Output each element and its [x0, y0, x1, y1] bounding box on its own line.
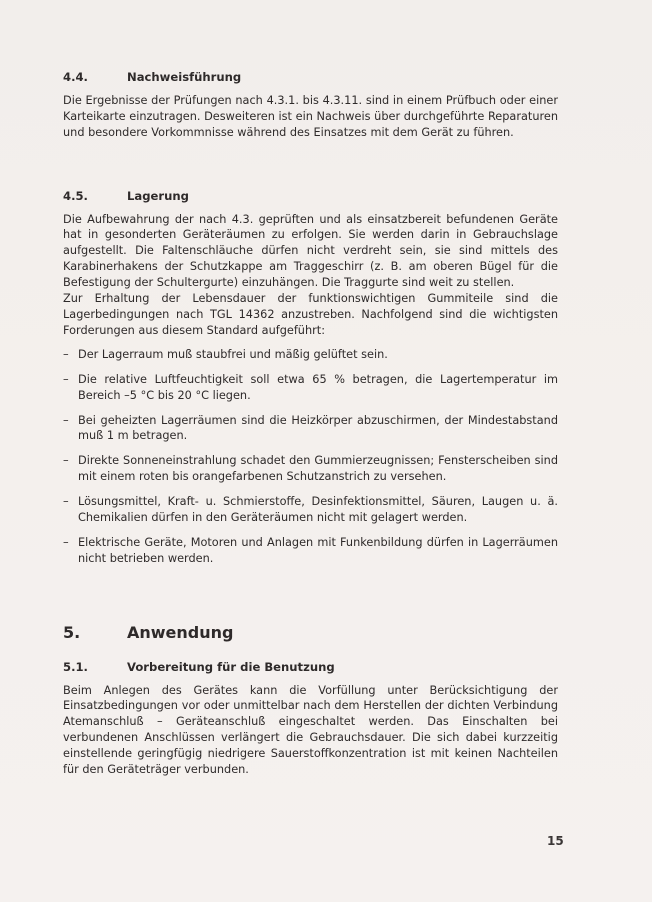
section-title: Vorbereitung für die Benutzung [127, 659, 335, 674]
page-number: 15 [547, 834, 564, 848]
list-item: – Die relative Luftfeuchtigkeit soll etwa 65 % betragen, die Lagertemperatur im Bereich –5 °C bis 20 °C liegen. [63, 372, 558, 402]
dash-bullet: – [63, 347, 69, 361]
list-item: – Direkte Sonneneinstrahlung schadet den Gummierzeugnissen; Fensterscheiben sind mit einem roten bis orangefarbenen Schutzanstrich zu versehen. [63, 454, 558, 484]
list-item: – Elektrische Geräte, Motoren und Anlagen mit Funkenbildung dürfen in Lagerräumen nicht betrieben werden. [63, 535, 558, 565]
paragraph-lagerung-2: Zur Erhaltung der Lebensdauer der funktionswichtigen Gummiteile sind die Lagerbedingungen nach TGL 14362 anzustreben. Nachfolgend sind die wichtigsten Forderungen aus diesem Standard aufgeführt: [63, 292, 558, 337]
chapter-heading-5 [63, 622, 558, 642]
section-heading-5-1 [63, 660, 558, 676]
section-heading-4-5 [63, 189, 558, 205]
section-title: Lagerung [127, 188, 189, 203]
section-heading-4-4 [63, 70, 558, 86]
dash-bullet: – [63, 454, 69, 468]
requirements-list [63, 347, 558, 567]
section-number: 4.4. [63, 70, 88, 84]
chapter-number: 5. [63, 622, 81, 642]
paragraph-nachweis: Die Ergebnisse der Prüfungen nach 4.3.1. bis 4.3.11. sind in einem Prüfbuch oder einer Karteikarte einzutragen. Desweiteren ist ein Nachweis über durchgeführte Reparaturen und besondere Vorkommnisse während des Einsatzes mit dem Gerät zu führen. [63, 93, 558, 139]
dash-bullet: – [63, 535, 69, 549]
dash-bullet: – [63, 413, 69, 427]
section-number: 4.5. [63, 188, 88, 203]
section-number: 5.1. [63, 659, 88, 674]
list-item: – Der Lagerraum muß staubfrei und mäßig gelüftet sein. [63, 347, 388, 361]
paragraph-lagerung-1: Die Aufbewahrung der nach 4.3. geprüften und als einsatzbereit befundenen Geräte hat in gesonderten Geräteräumen zu erfolgen. Sie werden darin in Gebrauchslage aufgestellt. Die Faltenschläuche dürfen nicht verdreht sein, sie sind mittels des Karabinerhakens der Schutzkappe am Traggeschirr (z. B. am oberen Bügel für die Befestigung der Schultergurte) einzuhängen. Die Traggurte sind weit zu stellen. [63, 212, 558, 290]
dash-bullet: – [63, 372, 69, 386]
list-item: – Lösungsmittel, Kraft- u. Schmierstoffe, Desinfektionsmittel, Säuren, Laugen u. ä. Chemikalien dürfen in den Geräteräumen nicht mit gelagert werden. [63, 495, 558, 525]
page-content [63, 70, 558, 778]
dash-bullet: – [63, 495, 69, 509]
chapter-title: Anwendung [127, 622, 234, 642]
list-item: – Bei geheizten Lagerräumen sind die Heizkörper abzuschirmen, der Mindestabstand muß 1 m betragen. [63, 413, 558, 443]
paragraph-vorbereitung: Beim Anlegen des Gerätes kann die Vorfüllung unter Berücksichtigung der Einsatzbedingungen vor oder unmittelbar nach dem Herstellen der dichten Verbindung Atemanschluß – Geräteanschluß eingeschaltet werden. Das Einschalten bei verbundenen Anschlüssen verlängert die Gebrauchsdauer. Die sich dabei kurzzeitig einstellende geringfügig niedrigere Sauerstoffkonzentration ist mit keinen Nachteilen für den Geräteträger verbunden. [63, 683, 558, 777]
section-title: Nachweisführung [127, 70, 242, 84]
